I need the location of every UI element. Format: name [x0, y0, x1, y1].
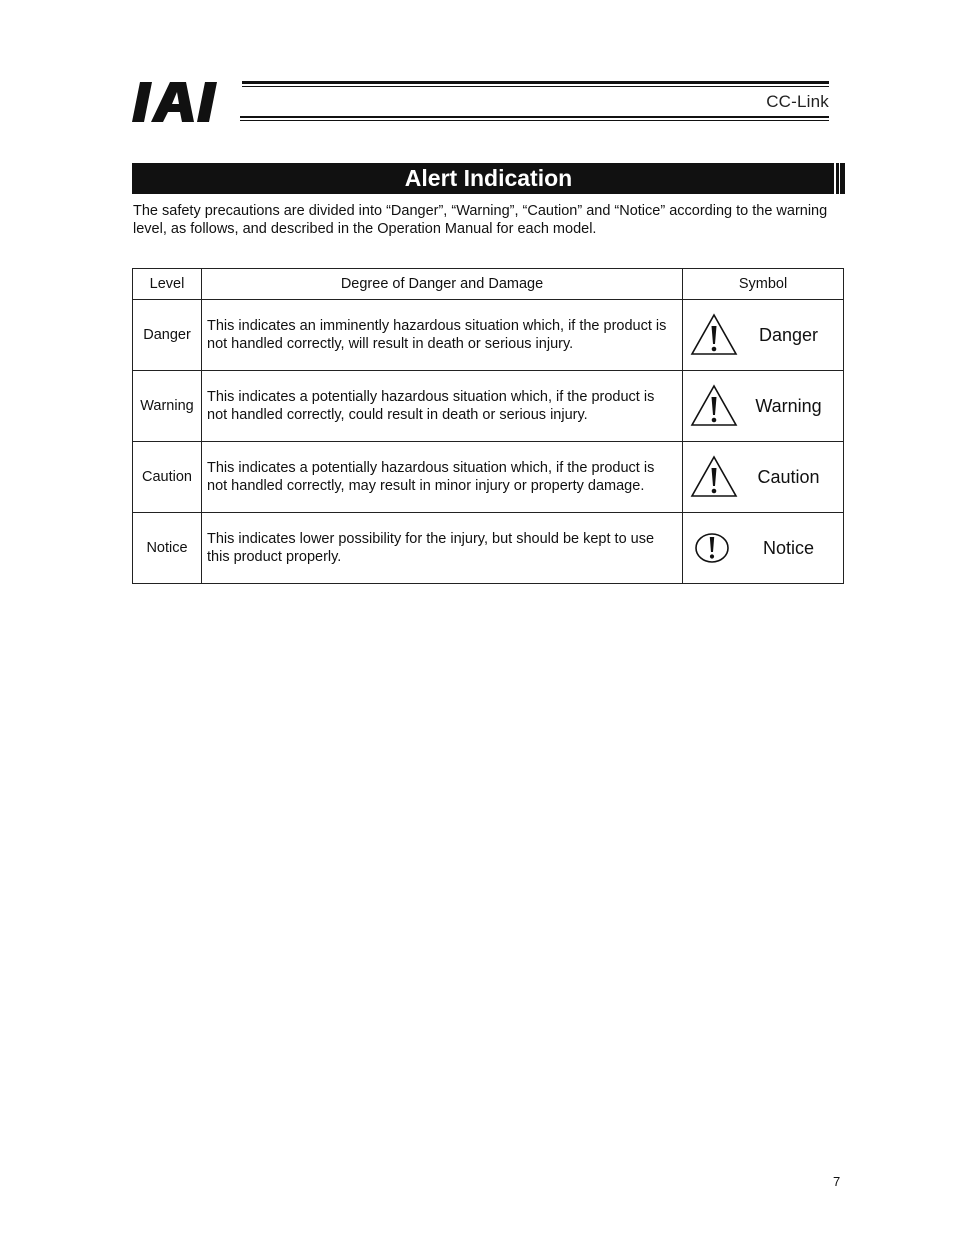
table-row-danger [133, 300, 844, 371]
symbol-label: Danger [758, 324, 819, 345]
level-cell: Warning [133, 371, 202, 442]
header-rule-bottom-thin [240, 120, 829, 121]
symbol-label: Notice [762, 537, 815, 558]
title-bar-edge-line-thin [839, 163, 840, 194]
iai-logo [132, 82, 240, 122]
symbol-cell [683, 513, 844, 584]
description-cell: This indicates an imminently hazardous situation which, if the product is not handled correctly, will result in death or serious injury. [202, 300, 683, 371]
symbol-cell [683, 371, 844, 442]
intro-paragraph: The safety precautions are divided into “Danger”, “Warning”, “Caution” and “Notice” according to the warning level, as follows, and described in the Operation Manual for each model. [133, 203, 828, 237]
description-cell: This indicates a potentially hazardous situation which, if the product is not handled correctly, may result in minor injury or property damage. [202, 442, 683, 513]
header-rule-bottom [240, 116, 829, 118]
level-cell: Notice [133, 513, 202, 584]
table-header-row [133, 269, 844, 300]
symbol-cell [683, 442, 844, 513]
table-row-notice [133, 513, 844, 584]
warning-triangle-icon [690, 313, 738, 357]
level-cell: Caution [133, 442, 202, 513]
exclamation-circle-icon [690, 526, 738, 570]
warning-triangle-icon [690, 384, 738, 428]
symbol-cell [683, 300, 844, 371]
description-cell: This indicates a potentially hazardous situation which, if the product is not handled correctly, could result in death or serious injury. [202, 371, 683, 442]
page-header [132, 78, 829, 124]
level-cell: Danger [133, 300, 202, 371]
table-row-caution [133, 442, 844, 513]
warning-triangle-icon [690, 455, 738, 499]
title-bar-edge-line [834, 163, 836, 194]
header-level: Level [133, 269, 202, 300]
header-rule-top [242, 81, 829, 84]
description-cell: This indicates lower possibility for the injury, but should be kept to use this product properly. [202, 513, 683, 584]
header-degree: Degree of Danger and Damage [202, 269, 683, 300]
section-title: Alert Indication [404, 165, 573, 191]
symbol-label: Caution [757, 466, 820, 487]
header-rule-top-thin [242, 86, 829, 87]
alert-level-table [132, 268, 844, 584]
symbol-label: Warning [755, 395, 822, 416]
header-product-name: CC-Link [766, 92, 829, 111]
page-number: 7 [833, 1174, 841, 1189]
section-title-bar [132, 163, 845, 194]
table-row-warning [133, 371, 844, 442]
header-symbol: Symbol [683, 269, 844, 300]
